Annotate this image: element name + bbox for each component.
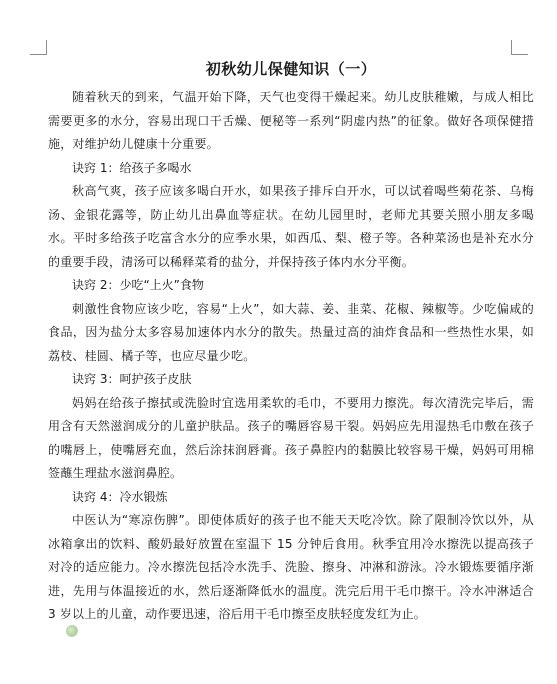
document-body	[48, 58, 534, 627]
section-heading-2: 诀窍 2：少吃“上火”食物	[72, 278, 204, 292]
section-heading-1: 诀窍 1：给孩子多喝水	[72, 160, 192, 175]
cursor-blob-icon	[66, 625, 78, 637]
section-body-3: 妈妈在给孩子擦拭或洗脸时宜选用柔软的毛巾，不要用力擦洗。每次清洗完毕后，需用含有天然滋润成分的儿童护肤品。孩子的嘴唇容易干裂。妈妈应先用湿热毛巾敷在孩子的嘴唇上，使嘴唇充血，然后涂抹润唇膏。孩子鼻腔内的黏膜比较容易干燥，妈妈可用棉签蘸生理盐水滋润鼻腔。	[48, 395, 534, 480]
intro-paragraph: 随着秋天的到来，气温开始下降，天气也变得干燥起来。幼儿皮肤稚嫩，与成人相比需要更多的水分，容易出现口干舌燥、便秘等一系列“阴虚内热”的征象。做好各项保健措施，对维护幼儿健康十分重要。	[48, 90, 534, 151]
section-body-2: 刺激性食物应该少吃，容易“上火”，如大蒜、姜、韭菜、花椒、辣椒等。少吃偏咸的食品，因为盐分太多容易加速体内水分的散失。热量过高的油炸食品和一些热性水果，如荔枝、桂圆、橘子等，也应尽量少吃。	[48, 301, 534, 363]
crop-mark-top-right	[511, 40, 528, 55]
crop-mark-top-left	[30, 40, 47, 55]
section-body-4: 中医认为“寒凉伤脾”。即使体质好的孩子也不能天天吃冷饮。除了限制冷饮以外，从冰箱拿出的饮料、酸奶最好放置在室温下 15 分钟后食用。秋季宜用冷水擦洗以提高孩子对冷的适应能力。冷水擦洗包括冷水洗手、洗脸、擦身、冲淋和游泳。冷水锻炼要循序渐进，先用与体温接近的水，然后逐渐降低水的温度。洗完后用干毛巾擦干。冷水冲淋适合 3 岁以上的儿童，动作要迅速，浴后用干毛巾擦至皮肤轻度发红为止。	[48, 513, 534, 621]
section-heading-4: 诀窍 4：冷水锻炼	[72, 489, 168, 504]
document-title: 初秋幼儿保健知识（一）	[205, 60, 377, 78]
section-heading-3: 诀窍 3：呵护孩子皮肤	[72, 372, 192, 386]
section-body-1: 秋高气爽，孩子应该多喝白开水，如果孩子排斥白开水，可以试着喝些菊花茶、乌梅汤、金银花露等，防止幼儿出鼻血等症状。在幼儿园里时，老师尤其要关照小朋友多喝水。平时多给孩子吃富含水分的应季水果，如西瓜、梨、橙子等。各种菜汤也是补充水分的重要手段，清汤可以稀释菜肴的盐分，并保持孩子体内水分平衡。	[48, 184, 534, 269]
